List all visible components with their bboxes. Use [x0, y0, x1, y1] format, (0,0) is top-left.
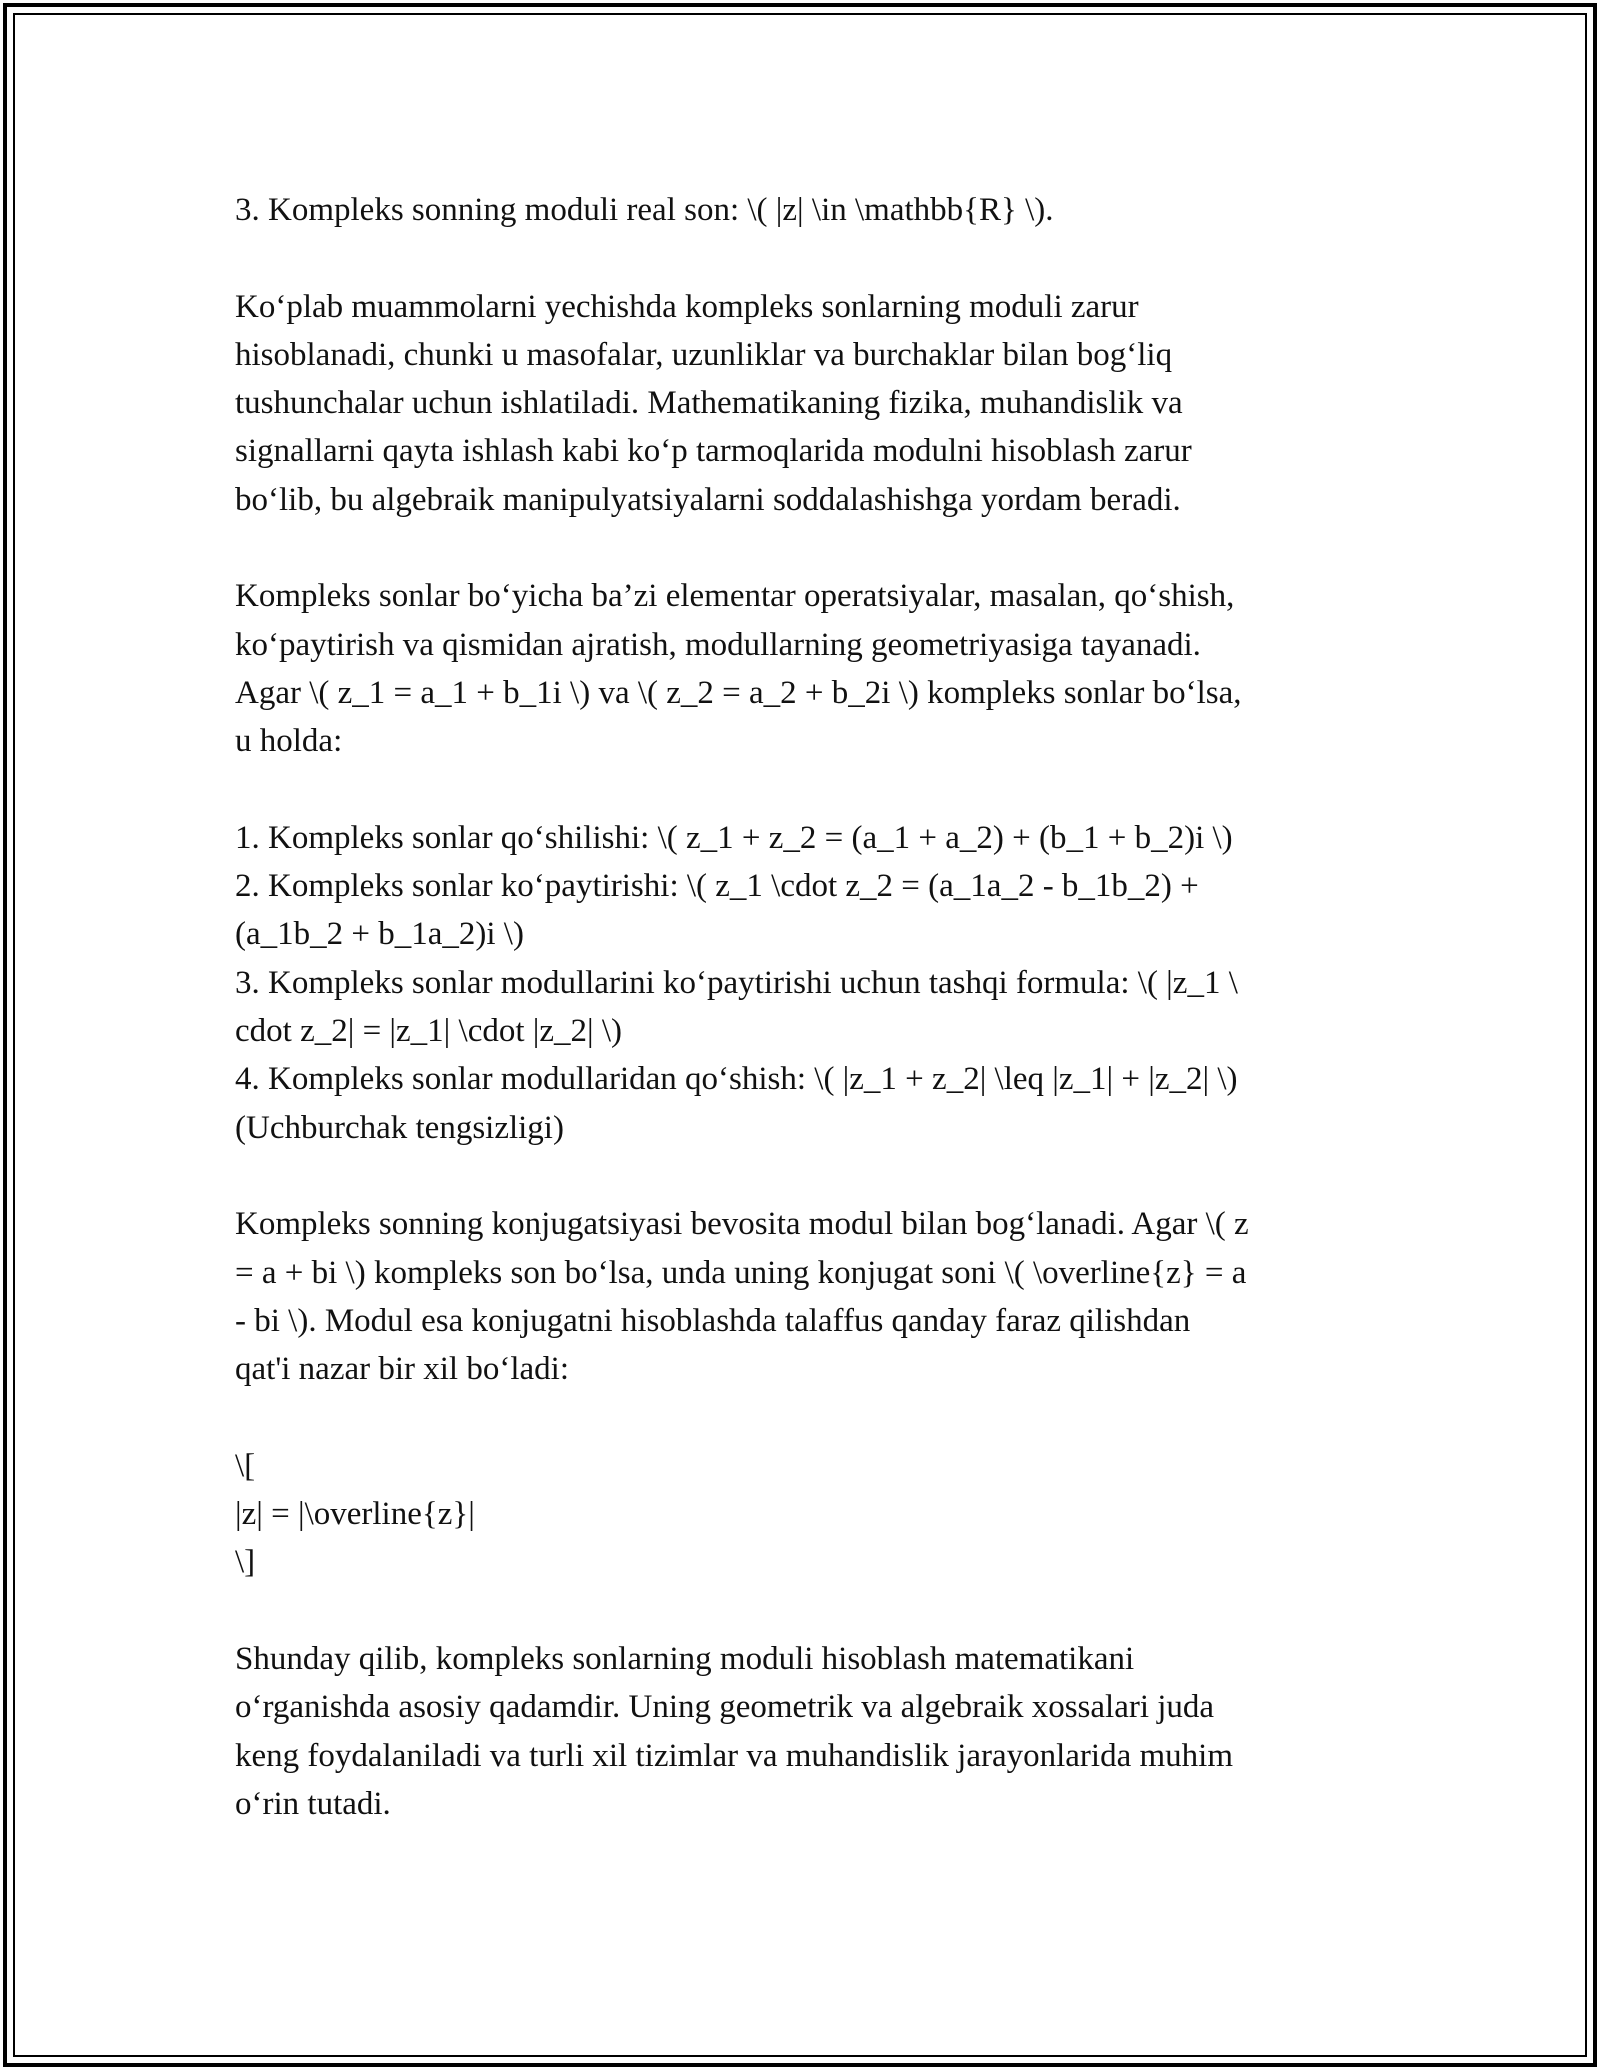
text-line: hisoblanadi, chunki u masofalar, uzunliklar va burchaklar bilan bog‘liq [235, 336, 1173, 373]
text-line: - bi \). Modul esa konjugatni hisoblashda talaffus qanday faraz qilishdan [235, 1302, 1191, 1339]
text-line: 3. Kompleks sonning moduli real son: \( |z| \in \mathbb{R} \). [235, 192, 1054, 228]
text-line: u holda: [235, 723, 343, 760]
text-line: tushunchalar uchun ishlatiladi. Mathematikaning fizika, muhandislik va [235, 385, 1183, 422]
paragraph-gap [235, 524, 1365, 572]
text-line: ko‘paytirish va qismidan ajratish, modullarning geometriyasiga tayanadi. [235, 626, 1201, 663]
paragraph-gap [235, 234, 1365, 282]
text-line: bo‘lib, bu algebraik manipulyatsiyalarni soddalashishga yordam beradi. [235, 481, 1181, 518]
paragraph-gap [235, 766, 1365, 814]
text-line: signallarni qayta ishlash kabi ko‘p tarmoqlarida modulni hisoblash zarur [235, 433, 1192, 470]
text-line: o‘rganishda asosiy qadamdir. Uning geometrik va algebraik xossalari juda [235, 1689, 1215, 1726]
list-item-line: 1. Kompleks sonlar qo‘shilishi: \( z_1 + z_2 = (a_1 + a_2) + (b_1 + b_2)i \) [235, 819, 1233, 856]
paragraph-block [235, 283, 1365, 524]
list-item-line: 4. Kompleks sonlar modullaridan qo‘shish: \( |z_1 + z_2| \leq |z_1| + |z_2| \) [235, 1061, 1238, 1098]
text-line: o‘rin tutadi. [235, 1785, 391, 1822]
text-line: qat'i nazar bir xil bo‘ladi: [235, 1351, 569, 1388]
paragraph-gap [235, 1393, 1365, 1441]
list-item-line: 3. Kompleks sonlar modullarini ko‘paytirishi uchun tashqi formula: \( |z_1 \ [235, 964, 1238, 1001]
list-item-line: (Uchburchak tengsizligi) [235, 1109, 564, 1146]
list-item-line: 2. Kompleks sonlar ko‘paytirishi: \( z_1 \cdot z_2 = (a_1a_2 - b_1b_2) + [235, 868, 1199, 905]
paragraph-gap [235, 1587, 1365, 1635]
text-line: Kompleks sonlar bo‘yicha ba’zi elementar operatsiyalar, masalan, qo‘shish, [235, 578, 1235, 615]
paragraph-gap [235, 1152, 1365, 1200]
text-line: Ko‘plab muammolarni yechishda kompleks sonlarning moduli zarur [235, 288, 1139, 325]
text-line: Kompleks sonning konjugatsiyasi bevosita modul bilan bog‘lanadi. Agar \( z [235, 1206, 1249, 1243]
text-line: keng foydalaniladi va turli xil tizimlar va muhandislik jarayonlarida muhim [235, 1737, 1233, 1774]
text-line: Agar \( z_1 = a_1 + b_1i \) va \( z_2 = a_2 + b_2i \) kompleks sonlar bo‘lsa, [235, 674, 1242, 711]
text-line: Shunday qilib, kompleks sonlarning moduli hisoblash matematikani [235, 1640, 1135, 1677]
document-body [235, 186, 1365, 1828]
text-line: = a + bi \) kompleks son bo‘lsa, unda uning konjugat soni \( \overline{z} = a [235, 1254, 1247, 1291]
list-item-line: (a_1b_2 + b_1a_2)i \) [235, 916, 524, 953]
list-block [235, 814, 1365, 1152]
paragraph-block [235, 1635, 1365, 1828]
equation-line: \[ [235, 1447, 256, 1484]
paragraph-block [235, 186, 1365, 234]
equation-block [235, 1442, 1365, 1587]
equation-line: |z| = |\overline{z}| [235, 1496, 475, 1533]
paragraph-block [235, 572, 1365, 765]
paragraph-block [235, 1200, 1365, 1393]
equation-line: \] [235, 1544, 256, 1581]
list-item-line: cdot z_2| = |z_1| \cdot |z_2| \) [235, 1013, 623, 1050]
